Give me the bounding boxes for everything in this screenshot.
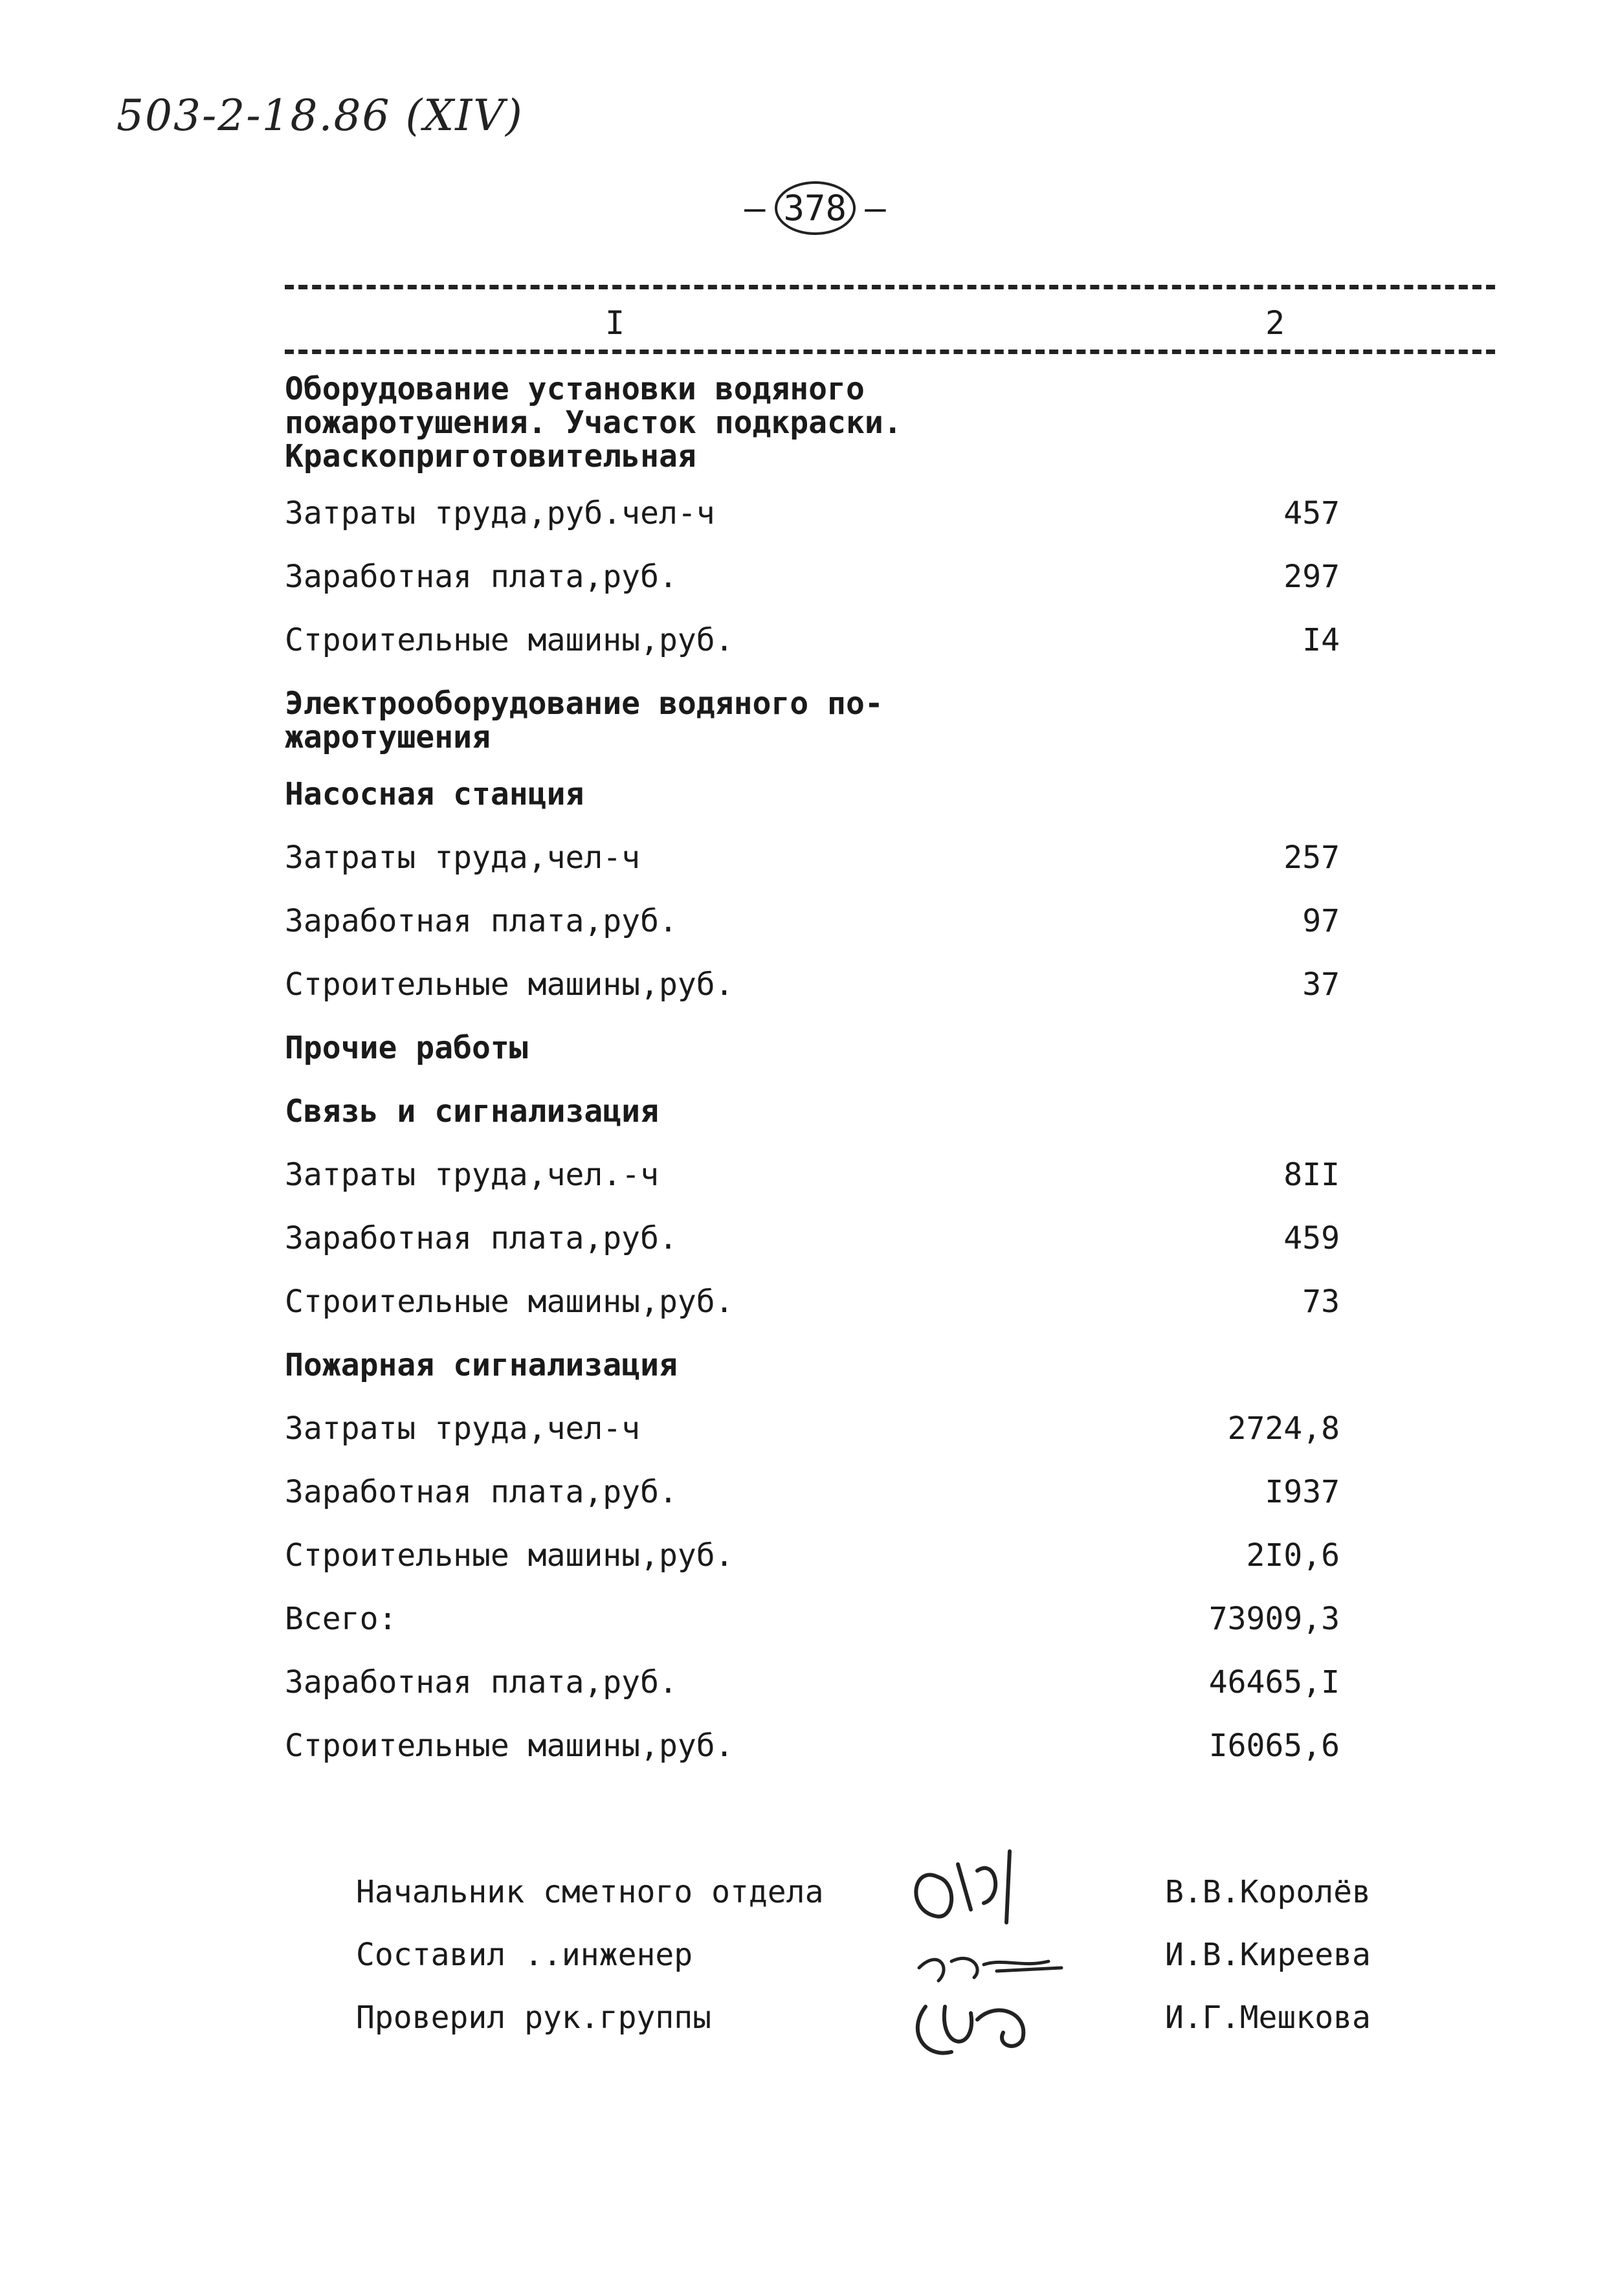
row-label: Электрооборудование водяного по- жаротушения <box>285 685 883 755</box>
row-label: Строительные машины,руб. <box>285 1537 734 1574</box>
signature-name: И.Г.Мешкова <box>1165 2000 1371 2036</box>
row-value: 457 <box>1283 495 1340 531</box>
column-header-2: 2 <box>1259 304 1291 342</box>
row-label: Заработная плата,руб. <box>285 1220 678 1256</box>
row-label: Заработная плата,руб. <box>285 903 678 939</box>
row-value: 73 <box>1302 1284 1340 1320</box>
table-row <box>285 687 1340 754</box>
row-value: 97 <box>1302 903 1340 939</box>
signature-role: Начальник сметного отдела <box>356 1874 824 1910</box>
table-row <box>285 1539 1340 1572</box>
row-label: Строительные машины,руб. <box>285 1728 734 1764</box>
row-value: I6065,6 <box>1208 1728 1340 1764</box>
table-row <box>285 623 1340 657</box>
table-row <box>285 841 1340 875</box>
archive-code: 503-2-18.86 (XIV) <box>117 91 524 140</box>
row-label: Строительные машины,руб. <box>285 966 734 1003</box>
row-value: 73909,3 <box>1208 1601 1340 1637</box>
row-label: Оборудование установки водяного пожаротушения. Участок подкраски. Краскоприготовительная <box>285 371 902 474</box>
row-label: Заработная плата,руб. <box>285 1664 678 1700</box>
row-value: 297 <box>1283 559 1340 595</box>
signature-name: И.В.Киреева <box>1165 1937 1371 1973</box>
table-row <box>285 1031 1340 1065</box>
table-row <box>285 1602 1340 1636</box>
table-row <box>285 1221 1340 1255</box>
signature-role: Проверил рук.группы <box>356 2000 712 2036</box>
table-row <box>285 1729 1340 1763</box>
table-row <box>285 496 1340 530</box>
signature-role: Составил ..инженер <box>356 1937 693 1973</box>
table-row <box>285 1285 1340 1319</box>
row-value: 2I0,6 <box>1246 1537 1340 1574</box>
row-label: Строительные машины,руб. <box>285 1284 734 1320</box>
table-row <box>285 372 1340 473</box>
row-label: Затраты труда,чел-ч <box>285 840 641 876</box>
row-label: Насосная станция <box>285 776 584 812</box>
row-label: Пожарная сигнализация <box>285 1347 678 1383</box>
table-row <box>285 904 1340 938</box>
table-row <box>285 1095 1340 1128</box>
row-label: Связь и сигнализация <box>285 1093 659 1130</box>
table-row <box>285 560 1340 594</box>
row-label: Всего: <box>285 1601 397 1637</box>
table-row <box>285 968 1340 1001</box>
table-row <box>285 777 1340 811</box>
row-label: Затраты труда,руб.чел-ч <box>285 495 715 531</box>
row-value: I937 <box>1265 1474 1340 1510</box>
page-number-value: 378 <box>775 181 856 235</box>
row-value: 8II <box>1283 1157 1340 1193</box>
row-value: I4 <box>1302 622 1340 658</box>
row-value: 46465,I <box>1208 1664 1340 1700</box>
table-row <box>285 1475 1340 1509</box>
row-label: Затраты труда,чел.-ч <box>285 1157 659 1193</box>
table-body <box>285 372 1340 1792</box>
signature-block <box>356 1874 1424 2062</box>
row-label: Строительные машины,руб. <box>285 622 734 658</box>
column-header-1: I <box>599 304 631 342</box>
table-row <box>285 1666 1340 1699</box>
signature-row <box>356 1937 1424 2000</box>
row-label: Затраты труда,чел-ч <box>285 1410 641 1447</box>
table-row <box>285 1348 1340 1382</box>
row-value: 257 <box>1283 840 1340 876</box>
row-label: Заработная плата,руб. <box>285 1474 678 1510</box>
row-value: 459 <box>1283 1220 1340 1256</box>
row-label: Прочие работы <box>285 1030 528 1066</box>
signature-name: В.В.Королёв <box>1165 1874 1371 1910</box>
table-row <box>285 1412 1340 1445</box>
row-label: Заработная плата,руб. <box>285 559 678 595</box>
table-row <box>285 1158 1340 1192</box>
table-header-rule <box>285 350 1495 354</box>
row-value: 37 <box>1302 966 1340 1003</box>
page-number-dash-left: – <box>744 188 766 228</box>
page-number <box>744 181 886 235</box>
page-number-dash-right: – <box>865 188 886 228</box>
table-top-rule <box>285 285 1495 289</box>
signature-row <box>356 1874 1424 1937</box>
signature-row <box>356 2000 1424 2062</box>
row-value: 2724,8 <box>1227 1410 1340 1447</box>
